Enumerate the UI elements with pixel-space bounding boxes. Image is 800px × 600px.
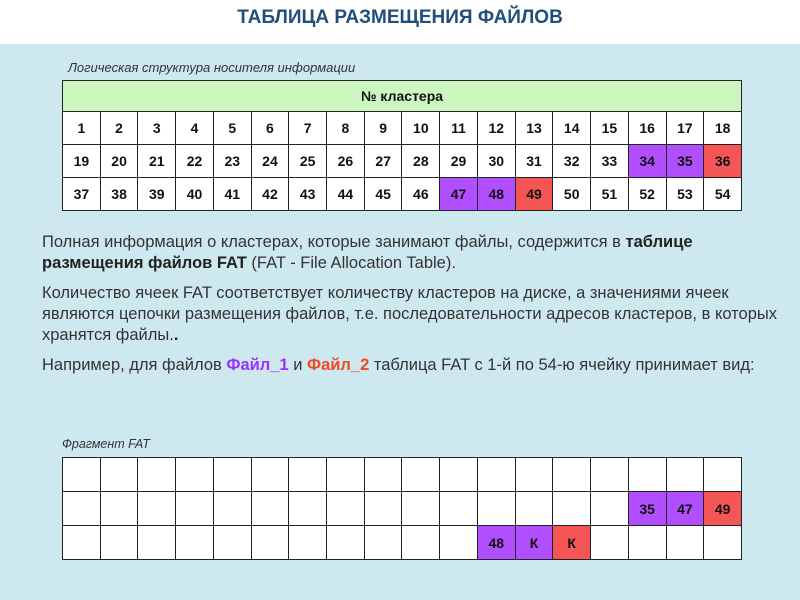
cluster-cell: 7 xyxy=(289,112,327,145)
para3-mid: и xyxy=(288,356,308,374)
cluster-cell: 43 xyxy=(289,178,327,211)
cluster-cell: 12 xyxy=(477,112,515,145)
cluster-cell: 25 xyxy=(289,145,327,178)
fat-cell xyxy=(289,492,327,526)
cluster-cell: 11 xyxy=(440,112,478,145)
fat-row xyxy=(63,492,742,526)
cluster-cell: 48 xyxy=(477,178,515,211)
fat-cell xyxy=(213,526,251,560)
cluster-cell: 5 xyxy=(213,112,251,145)
fat-table xyxy=(62,457,742,560)
fat-cell xyxy=(402,492,440,526)
fat-cell xyxy=(176,458,214,492)
cluster-cell: 14 xyxy=(553,112,591,145)
fat-cell xyxy=(440,492,478,526)
cluster-cell: 10 xyxy=(402,112,440,145)
cluster-cell: 19 xyxy=(63,145,101,178)
fat-cell xyxy=(364,526,402,560)
cluster-cell: 38 xyxy=(100,178,138,211)
fat-fragment-caption: Фрагмент FAT xyxy=(62,437,150,451)
paragraph-fat-cells xyxy=(42,283,782,346)
file1-label: Файл_1 xyxy=(226,356,289,374)
cluster-cell: 46 xyxy=(402,178,440,211)
description-text xyxy=(42,232,782,385)
fat-cell xyxy=(100,526,138,560)
cluster-cell: 29 xyxy=(440,145,478,178)
cluster-cell: 54 xyxy=(704,178,742,211)
para1-end: (FAT - File Allocation Table). xyxy=(246,254,456,272)
fat-cell: К xyxy=(515,526,553,560)
fat-cell xyxy=(364,492,402,526)
fat-cell xyxy=(440,458,478,492)
cluster-row xyxy=(63,145,742,178)
cluster-cell: 18 xyxy=(704,112,742,145)
fat-cell xyxy=(63,458,101,492)
fat-cell xyxy=(628,458,666,492)
cluster-cell: 6 xyxy=(251,112,289,145)
cluster-cell: 51 xyxy=(591,178,629,211)
fat-cell xyxy=(63,492,101,526)
fat-cell xyxy=(251,492,289,526)
cluster-cell: 1 xyxy=(63,112,101,145)
fat-cell xyxy=(477,492,515,526)
cluster-cell: 32 xyxy=(553,145,591,178)
paragraph-example xyxy=(42,355,782,376)
fat-cell xyxy=(327,458,365,492)
cluster-cell: 39 xyxy=(138,178,176,211)
cluster-cell: 47 xyxy=(440,178,478,211)
cluster-cell: 24 xyxy=(251,145,289,178)
fat-cell xyxy=(440,526,478,560)
cluster-cell: 28 xyxy=(402,145,440,178)
fat-row xyxy=(63,526,742,560)
paragraph-fat-intro xyxy=(42,232,782,274)
fat-cell xyxy=(327,526,365,560)
cluster-cell: 13 xyxy=(515,112,553,145)
fat-cell xyxy=(591,526,629,560)
fat-cell xyxy=(515,458,553,492)
cluster-cell: 34 xyxy=(628,145,666,178)
cluster-cell: 31 xyxy=(515,145,553,178)
cluster-cell: 36 xyxy=(704,145,742,178)
para1-text: Полная информация о кластерах, которые занимают файлы, содержится в xyxy=(42,233,626,251)
fat-cell xyxy=(289,458,327,492)
page-title: ТАБЛИЦА РАЗМЕЩЕНИЯ ФАЙЛОВ xyxy=(237,7,563,28)
cluster-row xyxy=(63,178,742,211)
fat-cell xyxy=(63,526,101,560)
fat-cell xyxy=(138,492,176,526)
fat-cell xyxy=(213,492,251,526)
fat-cell xyxy=(176,526,214,560)
cluster-cell: 44 xyxy=(327,178,365,211)
cluster-cell: 16 xyxy=(628,112,666,145)
cluster-table xyxy=(62,80,742,211)
cluster-cell: 40 xyxy=(176,178,214,211)
fat-cell: 48 xyxy=(477,526,515,560)
fat-cell xyxy=(402,526,440,560)
fat-cell xyxy=(100,458,138,492)
fat-cell xyxy=(251,526,289,560)
cluster-cell: 8 xyxy=(327,112,365,145)
fat-cell xyxy=(100,492,138,526)
fat-cell xyxy=(402,458,440,492)
fat-cell xyxy=(553,492,591,526)
fat-cell xyxy=(591,492,629,526)
cluster-cell: 20 xyxy=(100,145,138,178)
fat-cell xyxy=(704,458,742,492)
cluster-cell: 2 xyxy=(100,112,138,145)
fat-row xyxy=(63,458,742,492)
cluster-cell: 33 xyxy=(591,145,629,178)
cluster-cell: 53 xyxy=(666,178,704,211)
para2-text: Количество ячеек FAT соответствует количеству кластеров на диске, а значениями ячеек являются цепочки размещения файлов, т.е. последовательности адресов кластеров, в которых хранятся файлы. xyxy=(42,284,777,344)
fat-cell xyxy=(628,526,666,560)
fat-cell xyxy=(515,492,553,526)
cluster-cell: 30 xyxy=(477,145,515,178)
cluster-cell: 26 xyxy=(327,145,365,178)
fat-cell: 49 xyxy=(704,492,742,526)
cluster-cell: 23 xyxy=(213,145,251,178)
cluster-cell: 15 xyxy=(591,112,629,145)
cluster-cell: 50 xyxy=(553,178,591,211)
cluster-row xyxy=(63,112,742,145)
fat-cell xyxy=(666,458,704,492)
fat-cell xyxy=(704,526,742,560)
cluster-cell: 37 xyxy=(63,178,101,211)
cluster-cell: 49 xyxy=(515,178,553,211)
cluster-cell: 17 xyxy=(666,112,704,145)
cluster-cell: 42 xyxy=(251,178,289,211)
cluster-cell: 52 xyxy=(628,178,666,211)
cluster-cell: 45 xyxy=(364,178,402,211)
file2-label: Файл_2 xyxy=(307,356,370,374)
cluster-cell: 4 xyxy=(176,112,214,145)
para3-text: Например, для файлов xyxy=(42,356,227,374)
fat-cell xyxy=(666,526,704,560)
fat-cell xyxy=(213,458,251,492)
cluster-cell: 9 xyxy=(364,112,402,145)
para2-end: . xyxy=(173,326,179,344)
fat-cell: 47 xyxy=(666,492,704,526)
fat-cell xyxy=(327,492,365,526)
cluster-cell: 27 xyxy=(364,145,402,178)
cluster-cell: 3 xyxy=(138,112,176,145)
fat-cell xyxy=(289,526,327,560)
fat-cell xyxy=(477,458,515,492)
fat-cell xyxy=(138,526,176,560)
fat-cell xyxy=(364,458,402,492)
fat-term: таблице размещения файлов FAT xyxy=(42,233,693,272)
fat-cell xyxy=(591,458,629,492)
para3-end: таблица FAT с 1-й по 54-ю ячейку принимает вид: xyxy=(369,356,755,374)
cluster-cell: 21 xyxy=(138,145,176,178)
fat-cell: 35 xyxy=(628,492,666,526)
cluster-cell: 41 xyxy=(213,178,251,211)
cluster-header: № кластера xyxy=(63,81,742,112)
fat-cell xyxy=(138,458,176,492)
fat-cell xyxy=(176,492,214,526)
fat-cell: К xyxy=(553,526,591,560)
cluster-cell: 35 xyxy=(666,145,704,178)
fat-cell xyxy=(251,458,289,492)
fat-cell xyxy=(553,458,591,492)
cluster-cell: 22 xyxy=(176,145,214,178)
logical-structure-caption: Логическая структура носителя информации xyxy=(68,60,356,75)
